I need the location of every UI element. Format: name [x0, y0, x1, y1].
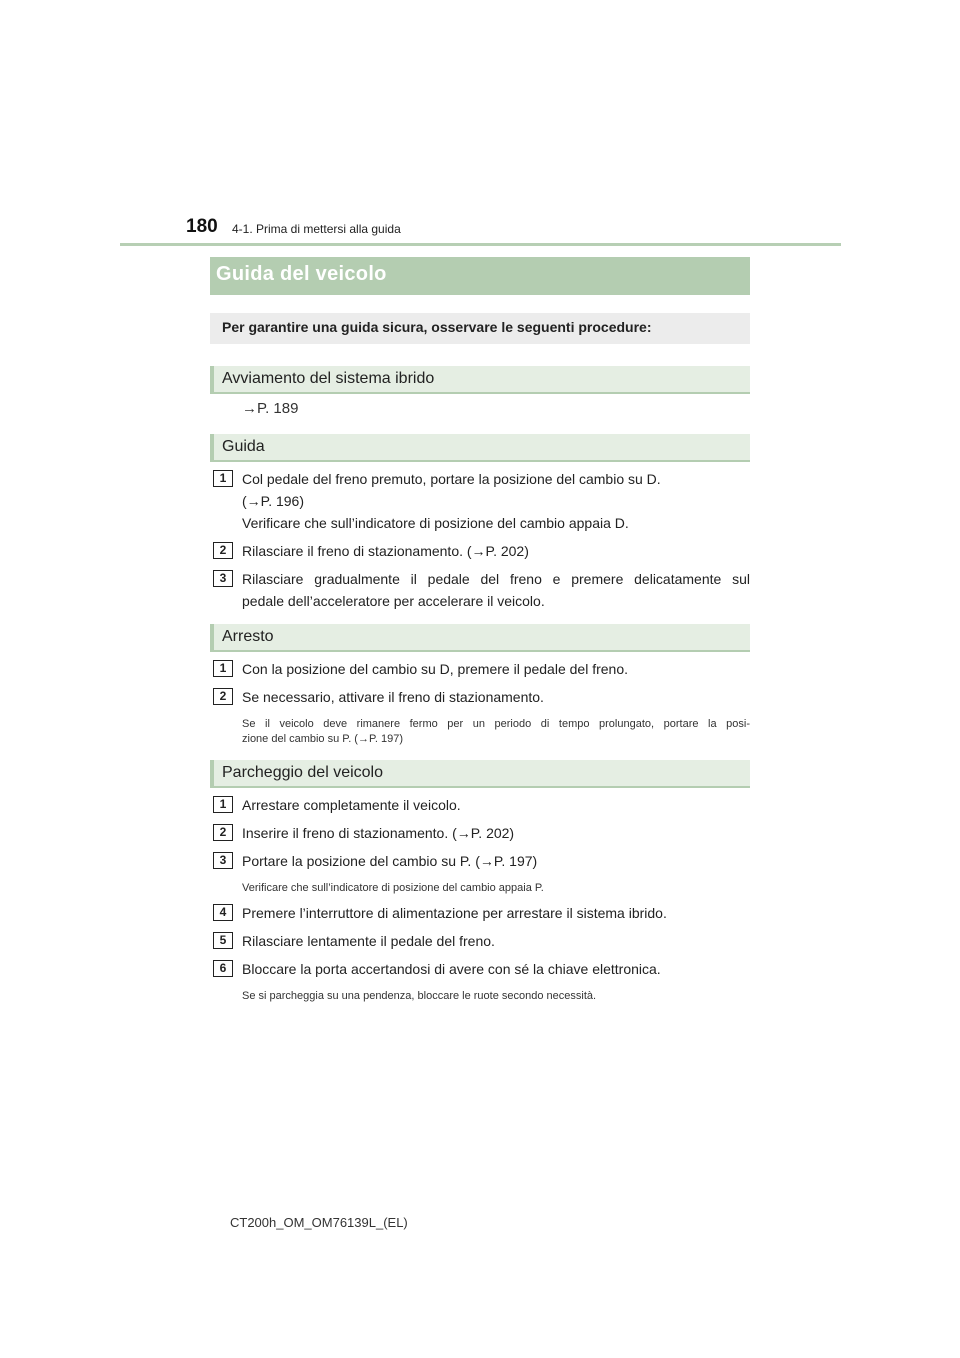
note-line: Se il veicolo deve rimanere fermo per un periodo di tempo prolungato, portare la posi-: [242, 718, 750, 730]
step-text: Arrestare completamente il veicolo.: [242, 797, 461, 813]
step-number: 5: [213, 932, 233, 949]
step-text: Bloccare la porta accertandosi di avere con sé la chiave elettronica.: [242, 961, 661, 977]
note: [242, 717, 750, 747]
step-number: 2: [213, 824, 233, 841]
page-number: 180: [186, 216, 218, 237]
step-line: Col pedale del freno premuto, portare la posizione del cambio su D.: [242, 471, 661, 487]
step-number: 6: [213, 960, 233, 977]
intro-box: Per garantire una guida sicura, osservare le seguenti procedure:: [210, 313, 750, 344]
step-text: Se necessario, attivare il freno di stazionamento.: [242, 689, 544, 705]
subhead-start: Avviamento del sistema ibrido: [210, 366, 750, 394]
page-reference[interactable]: →P. 189: [242, 400, 299, 417]
step-text: Portare la posizione del cambio su P. (→P. 197): [242, 853, 538, 869]
chapter-title: 4-1. Prima di mettersi alla guida: [232, 222, 401, 236]
document-code: CT200h_OM_OM76139L_(EL): [230, 1215, 408, 1230]
step-number: 2: [213, 688, 233, 705]
subhead-park: Parcheggio del veicolo: [210, 760, 750, 788]
step-number: 4: [213, 904, 233, 921]
section-title: Guida del veicolo: [210, 257, 750, 295]
step-number: 1: [213, 660, 233, 677]
step-text: Premere l’interruttore di alimentazione per arrestare il sistema ibrido.: [242, 905, 667, 921]
step-line: pedale dell’acceleratore per accelerare il veicolo.: [242, 593, 545, 609]
step-text: Con la posizione del cambio su D, premere il pedale del freno.: [242, 661, 628, 677]
step-text: Rilasciare il freno di stazionamento. (→P. 202): [242, 543, 529, 559]
subhead-drive: Guida: [210, 434, 750, 462]
step-number: 3: [213, 852, 233, 869]
step-number: 1: [213, 796, 233, 813]
note: Se si parcheggia su una pendenza, bloccare le ruote secondo necessità.: [242, 990, 597, 1002]
step-text: [242, 568, 750, 612]
step-line: Rilasciare gradualmente il pedale del freno e premere delicatamente sul: [242, 571, 750, 587]
step-number: 3: [213, 570, 233, 587]
step-line: Verificare che sull’indicatore di posizione del cambio appaia D.: [242, 515, 629, 531]
header-divider: [120, 243, 841, 246]
step-text: Inserire il freno di stazionamento. (→P. 202): [242, 825, 515, 841]
note: Verificare che sull’indicatore di posizione del cambio appaia P.: [242, 882, 544, 894]
step-text: Rilasciare lentamente il pedale del freno.: [242, 933, 495, 949]
note-line: zione del cambio su P. (→P. 197): [242, 733, 404, 745]
step-text: [242, 468, 750, 534]
subhead-stop: Arresto: [210, 624, 750, 652]
step-number: 1: [213, 470, 233, 487]
step-line[interactable]: (→P. 196): [242, 493, 304, 509]
step-number: 2: [213, 542, 233, 559]
